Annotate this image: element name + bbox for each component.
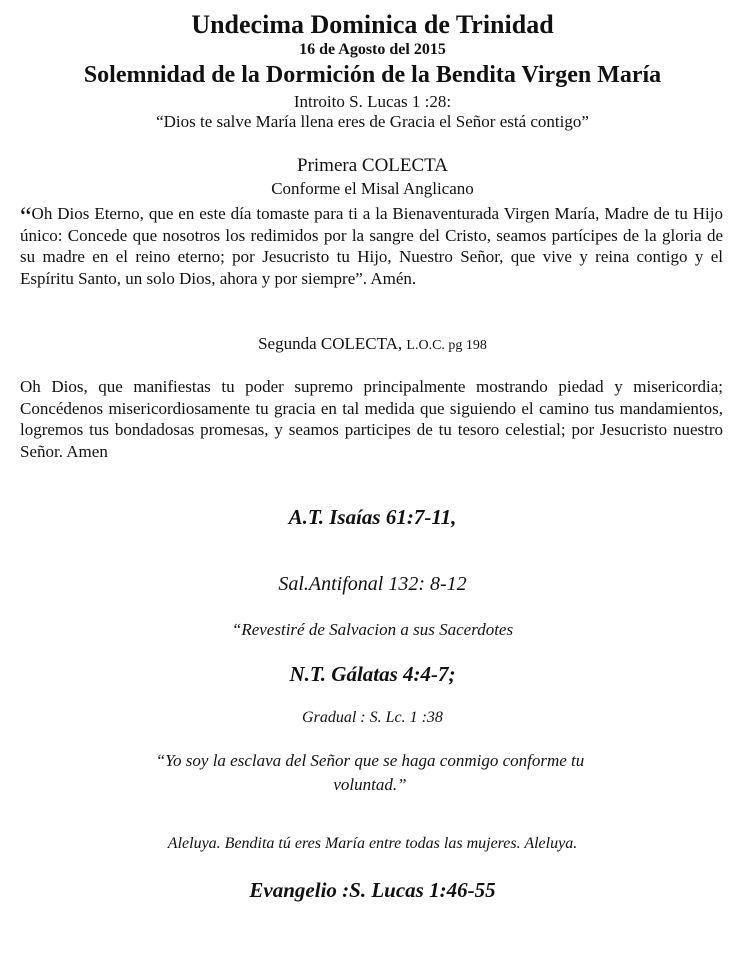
page-title: Undecima Dominica de Trinidad xyxy=(191,10,554,39)
colecta2-title xyxy=(0,334,745,354)
new-testament-reading: N.T. Gálatas 4:4-7; xyxy=(289,662,456,686)
old-testament-reading: A.T. Isaías 61:7-11, xyxy=(288,505,457,529)
gradual-verse xyxy=(110,749,630,797)
colecta2-text: Oh Dios, que manifiestas tu poder supremo principalmente mostrando piedad y misericordia; Concédenos misericordiosamente tu gracia en tal medida que siguiendo el camino tus mandamientos, logremos tus bondadosas promesas, y seamos participes de tu tesoro celestial; por Jesucristo nuestro Señor. Amen xyxy=(20,377,723,461)
psalm-verse: “Revestiré de Salvacion a sus Sacerdotes xyxy=(231,620,514,639)
colecta1-title: Primera COLECTA xyxy=(297,155,448,176)
alleluia-verse: Aleluya. Bendita tú eres María entre todas las mujeres. Aleluya. xyxy=(167,835,578,852)
gradual-verse-line-1: “Yo soy la esclava del Señor que se haga conmigo conforme tu xyxy=(155,751,585,770)
introit-text: “Dios te salve María llena eres de Gracia el Señor está contigo” xyxy=(156,112,589,131)
opening-quote: “ xyxy=(20,202,32,231)
gradual-verse-line-2: voluntad.” xyxy=(333,775,407,794)
colecta2-heading: Segunda COLECTA, xyxy=(258,334,407,353)
colecta1-text xyxy=(20,203,723,289)
service-date: 16 de Agosto del 2015 xyxy=(299,41,446,58)
colecta1-body: Oh Dios Eterno, que en este día tomaste para ti a la Bienaventurada Virgen María, Madre de tu Hijo único: Concede que nosotros los redimidos por la sangre del Cristo, seamos partícipes de la gloria de su madre en el reino eterno; por Jesucristo tu Hijo, Nuestro Señor, que vive y reina contigo y el Espíritu Santo, un solo Dios, ahora y por siempre”. Amén. xyxy=(20,204,723,288)
gradual-reference: Gradual : S. Lc. 1 :38 xyxy=(302,709,443,726)
colecta2-reference: L.O.C. pg 198 xyxy=(406,338,487,353)
introit-reference: Introito S. Lucas 1 :28: xyxy=(293,92,452,111)
colecta1-subtitle: Conforme el Misal Anglicano xyxy=(271,179,474,198)
gospel-reading: Evangelio :S. Lucas 1:46-55 xyxy=(249,878,496,902)
psalm-reference: Sal.Antifonal 132: 8-12 xyxy=(278,573,467,595)
solemnity-title: Solemnidad de la Dormición de la Bendita Virgen María xyxy=(83,62,662,88)
